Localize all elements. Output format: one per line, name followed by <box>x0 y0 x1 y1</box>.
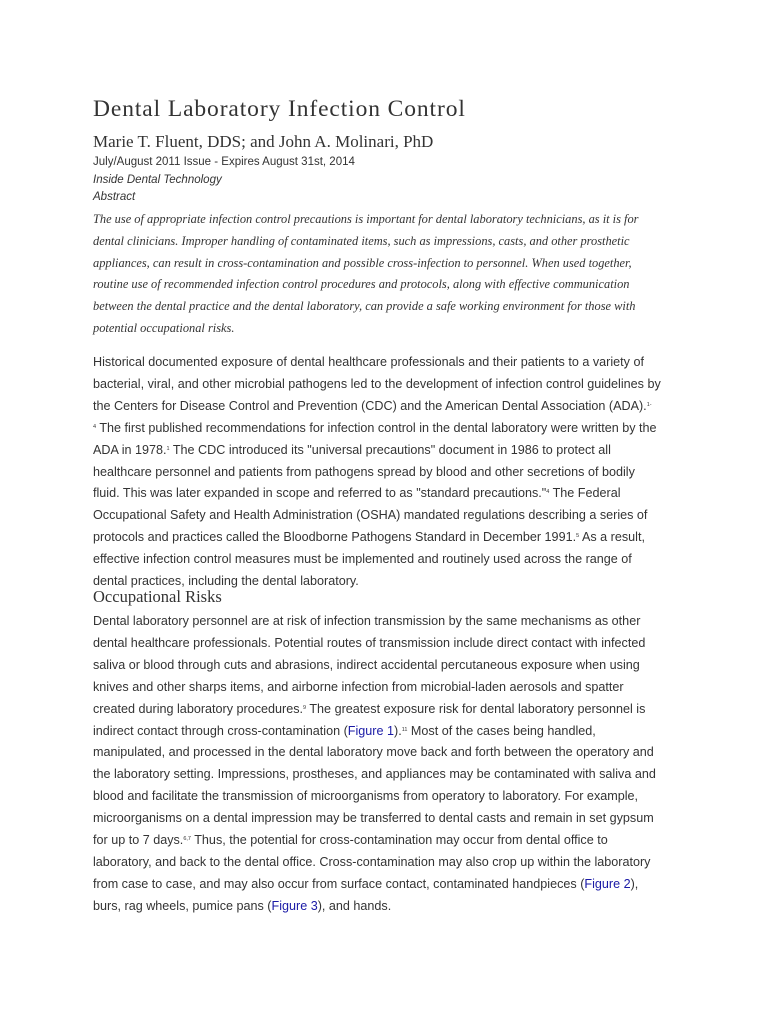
line-text: ADA in 1978. <box>93 442 167 457</box>
line-text: burs, rag wheels, pumice pans ( <box>93 898 272 913</box>
line-text: Most of the cases being handled, <box>407 723 596 738</box>
abstract-line: routine use of recommended infection control procedures and protocols, along with effective communication <box>93 277 630 292</box>
paragraph-line <box>93 830 678 852</box>
paragraph-line: dental healthcare professionals. Potential routes of transmission include direct contact with infected <box>93 635 646 650</box>
issue-info: July/August 2011 Issue - Expires August 31st, 2014 <box>93 156 355 168</box>
abstract-line: dental clinicians. Improper handling of contaminated items, such as impressions, casts, and other prosthetic <box>93 233 630 248</box>
paragraph-line: knives and other sharps items, and airborne infection from microbial-laden aerosols and spatter <box>93 679 624 694</box>
paragraph-line: Dental laboratory personnel are at risk of infection transmission by the same mechanisms as other <box>93 614 641 628</box>
line-text: from case to case, and may also occur from surface contact, contaminated handpieces ( <box>93 876 585 891</box>
paragraph-line <box>93 440 678 462</box>
paragraph-line <box>93 418 678 440</box>
line-text: indirect contact through cross-contamination ( <box>93 723 348 738</box>
line-text: The first published recommendations for infection control in the dental laboratory were written by the <box>96 420 657 435</box>
paragraph-line <box>93 699 678 721</box>
paragraph-line: effective infection control measures must be implemented and routinely used across the range of <box>93 552 632 567</box>
paragraph-line: the laboratory setting. Impressions, prostheses, and appliances may be contaminated with saliva and <box>93 767 656 782</box>
abstract-label: Abstract <box>93 191 136 203</box>
figure-2-link[interactable]: Figure 2 <box>584 876 631 891</box>
line-text: protocols and practices called the Bloodborne Pathogens Standard in December 1991. <box>93 530 577 545</box>
paragraph-line <box>93 896 678 918</box>
line-text: The greatest exposure risk for dental laboratory personnel is <box>306 701 646 716</box>
paragraph-line: saliva or blood through cuts and abrasions, indirect accidental percutaneous exposure when using <box>93 657 640 672</box>
section-heading-occupational-risks: Occupational Risks <box>93 587 222 606</box>
line-text: the Centers for Disease Control and Prevention (CDC) and the American Dental Association (ADA). <box>93 398 647 413</box>
article-authors: Marie T. Fluent, DDS; and John A. Molinari, PhD <box>93 132 434 151</box>
line-text: As a result, <box>579 530 645 545</box>
citation-ref: 9 <box>303 704 307 711</box>
intro-paragraph <box>93 352 678 593</box>
paragraph-line: laboratory, and back to the dental office. Cross-contamination may also crop up within the laboratory <box>93 854 651 869</box>
line-text: The Federal <box>549 486 621 501</box>
citation-ref: 11 <box>401 726 408 733</box>
paragraph-line: microorganisms on a dental impression may be transferred to dental casts and remain in set gypsum <box>93 811 654 826</box>
abstract-text <box>93 209 678 340</box>
paragraph-line: Historical documented exposure of dental healthcare professionals and their patients to a variety of <box>93 355 644 369</box>
citation-ref: 4 <box>546 489 550 496</box>
line-text: fluid. This was later expanded in scope and referred to as "standard precautions." <box>93 486 547 501</box>
line-text: created during laboratory procedures. <box>93 701 304 716</box>
line-text: ), and hands. <box>317 898 392 913</box>
citation-ref: 1 <box>166 445 170 452</box>
citation-ref: 5 <box>576 533 580 540</box>
paragraph-line <box>93 721 678 743</box>
abstract-line: appliances, can result in cross-contamination and possible cross-infection to personnel. When used together, <box>93 255 632 270</box>
abstract-line: potential occupational risks. <box>93 320 235 335</box>
figure-3-link[interactable]: Figure 3 <box>271 898 318 913</box>
citation-ref: 4 <box>93 423 97 430</box>
paragraph-line: bacterial, viral, and other microbial pathogens led to the development of infection control guidelines by <box>93 376 661 391</box>
citation-ref: 6,7 <box>183 836 191 843</box>
article-title: Dental Laboratory Infection Control <box>93 96 466 122</box>
abstract-line: between the dental practice and the dental laboratory, can provide a safe working environment for those with <box>93 299 636 314</box>
paragraph-line: manipulated, and processed in the dental laboratory move back and forth between the operatory and <box>93 745 654 760</box>
line-text: for up to 7 days. <box>93 833 184 848</box>
paragraph-line <box>93 527 678 549</box>
paragraph-line: blood and facilitate the transmission of microorganisms from operatory to laboratory. For example, <box>93 789 639 804</box>
line-text: The CDC introduced its "universal precautions" document in 1986 to protect all <box>169 442 611 457</box>
occupational-risks-paragraph <box>93 611 678 918</box>
paragraph-line: dental practices, including the dental laboratory. <box>93 574 359 589</box>
abstract-line: The use of appropriate infection control precautions is important for dental laboratory technicians, as it is for <box>93 212 639 226</box>
line-text: ). <box>394 723 402 738</box>
paragraph-line: Occupational Safety and Health Administration (OSHA) mandated regulations describing a series of <box>93 508 648 523</box>
paragraph-line <box>93 396 678 418</box>
figure-1-link[interactable]: Figure 1 <box>347 723 394 738</box>
paragraph-line: healthcare personnel and patients from pathogens spread by blood and other secretions of bodily <box>93 464 635 479</box>
journal-name: Inside Dental Technology <box>93 174 222 186</box>
paragraph-line <box>93 874 678 896</box>
line-text: ), <box>630 876 639 891</box>
citation-ref: 1- <box>646 401 652 408</box>
paragraph-line <box>93 483 678 505</box>
line-text: Thus, the potential for cross-contamination may occur from dental office to <box>190 833 608 848</box>
